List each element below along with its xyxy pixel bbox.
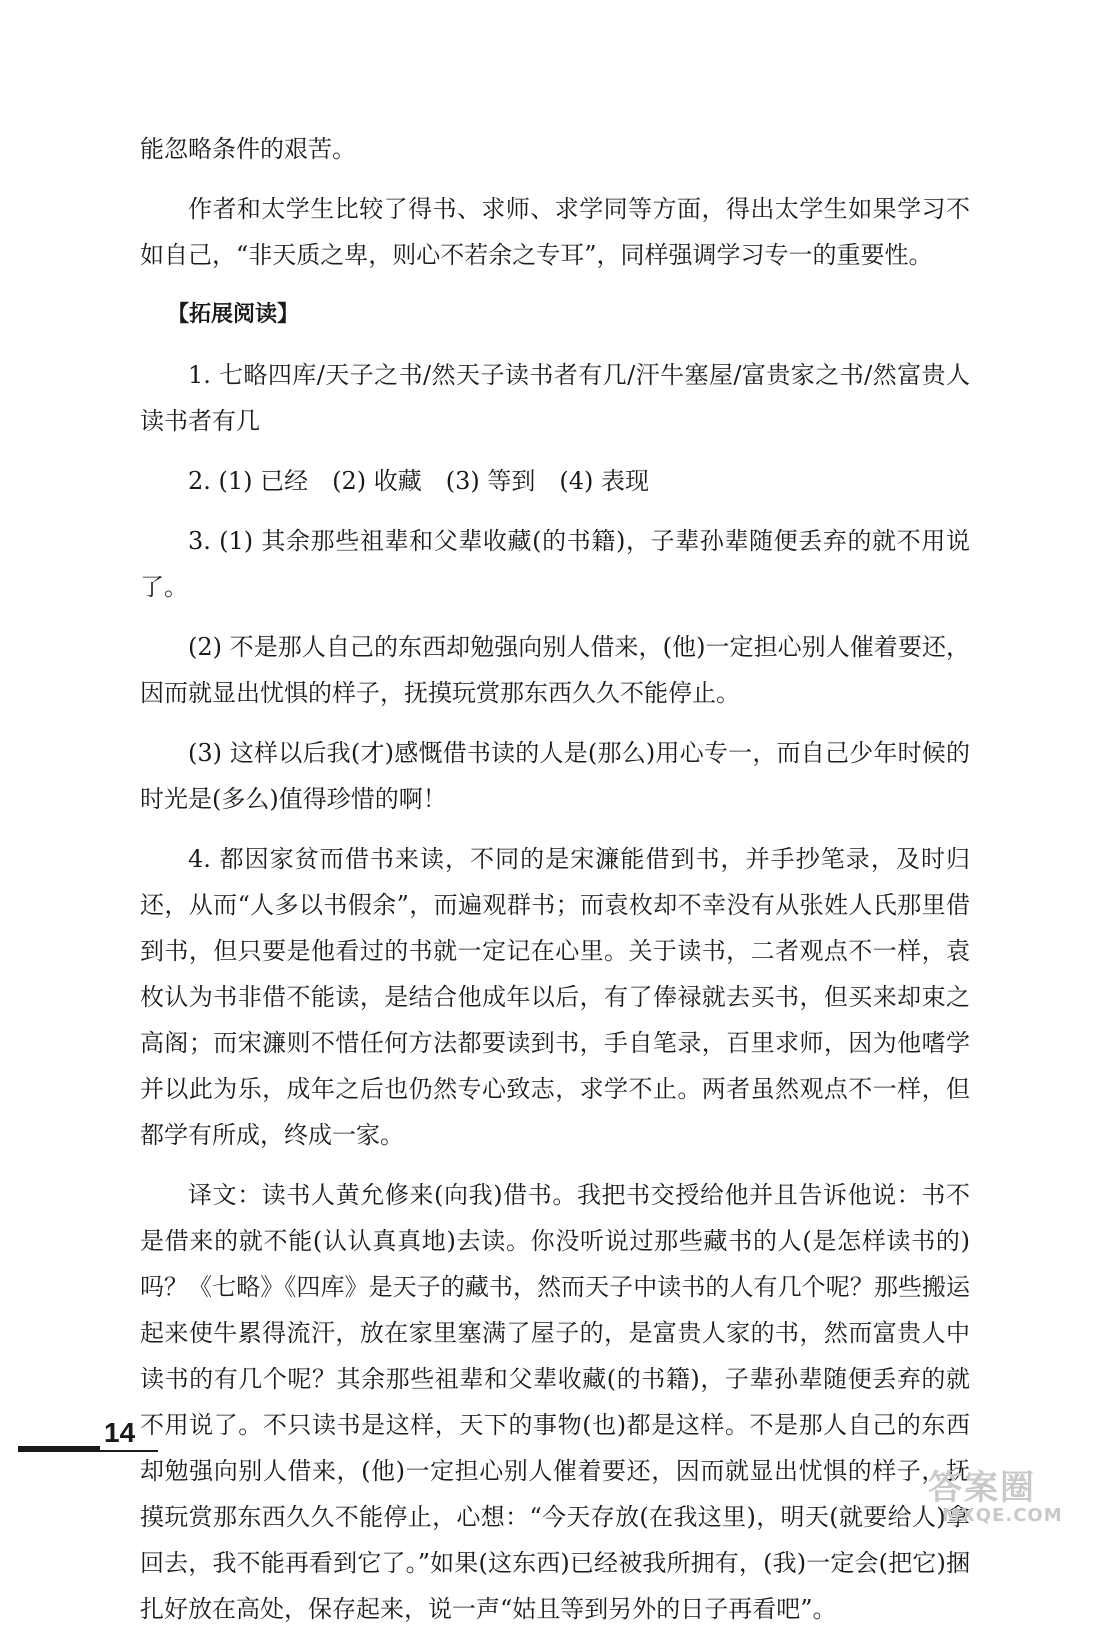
page-footer	[18, 1416, 158, 1456]
answer-1: 1. 七略四库/天子之书/然天子读书者有几/汗牛塞屋/富贵家之书/然富贵人读书者有几	[140, 361, 970, 435]
section-heading: 【拓展阅读】	[167, 302, 300, 327]
page-number: 14	[104, 1417, 136, 1448]
answer-3-2: (2) 不是那人自己的东西却勉强向别人借来，(他)一定担心别人催着要还，因而就显出忧惧的样子，抚摸玩赏那东西久久不能停止。	[140, 633, 970, 707]
watermark-logo	[928, 1470, 1078, 1530]
answer-2: 2. (1) 已经 (2) 收藏 (3) 等到 (4) 表现	[188, 467, 650, 495]
answer-4: 4. 都因家贫而借书来读，不同的是宋濂能借到书，并手抄笔录，及时归还，从而“人多以书假余”，而遍观群书；而袁枚却不幸没有从张姓人氏那里借到书，但只要是他看过的书就一定记在心里。关于读书，二者观点不一样，袁枚认为书非借不能读，是结合他成年以后，有了俸禄就去买书，但买来却束之高阁；而宋濂则不惜任何方法都要读到书，手自笔录，百里求师，因为他嗜学并以此为乐，成年之后也仍然专心致志，求学不止。两者虽然观点不一样，但都学有所成，终成一家。	[140, 845, 970, 1149]
watermark-sub: MXQE.COM	[942, 1505, 1063, 1526]
answer-3-3: (3) 这样以后我(才)感慨借书读的人是(那么)用心专一，而自己少年时候的时光是(多么)值得珍惜的啊！	[140, 739, 970, 813]
footer-bar	[18, 1446, 100, 1452]
paragraph-2: 作者和太学生比较了得书、求师、求学同等方面，得出太学生如果学习不如自己，“非天质之卑，则心不若余之专耳”，同样强调学习专一的重要性。	[140, 195, 970, 269]
answer-3-1: 3. (1) 其余那些祖辈和父辈收藏(的书籍)，子辈孙辈随便丢弃的就不用说了。	[140, 527, 970, 601]
footer-rule	[100, 1450, 158, 1452]
page-content	[140, 126, 970, 1646]
paragraph-1: 能忽略条件的艰苦。	[140, 135, 356, 163]
watermark-main: 答案圈	[928, 1468, 1036, 1508]
translation: 译文：读书人黄允修来(向我)借书。我把书交授给他并且告诉他说：书不是借来的就不能(认认真真地)去读。你没听说过那些藏书的人(是怎样读书的)吗？《七略》《四库》是天子的藏书，然而天子中读书的人有几个呢？那些搬运起来使牛累得流汗，放在家里塞满了屋子的，是富贵人家的书，然而富贵人中读书的有几个呢？其余那些祖辈和父辈收藏(的书籍)，子辈孙辈随便丢弃的就不用说了。不只读书是这样，天下的事物(也)都是这样。不是那人自己的东西却勉强向别人借来，(他)一定担心别人催着要还，因而就显出忧惧的样子，抚摸玩赏那东西久久不能停止，心想：“今天存放(在我这里)，明天(就要给人)拿回去，我不能再看到它了。”如果(这东西)已经被我所拥有，(我)一定会(把它)捆扎好放在高处，保存起来，说一声“姑且等到另外的日子再看吧”。	[140, 1181, 970, 1623]
